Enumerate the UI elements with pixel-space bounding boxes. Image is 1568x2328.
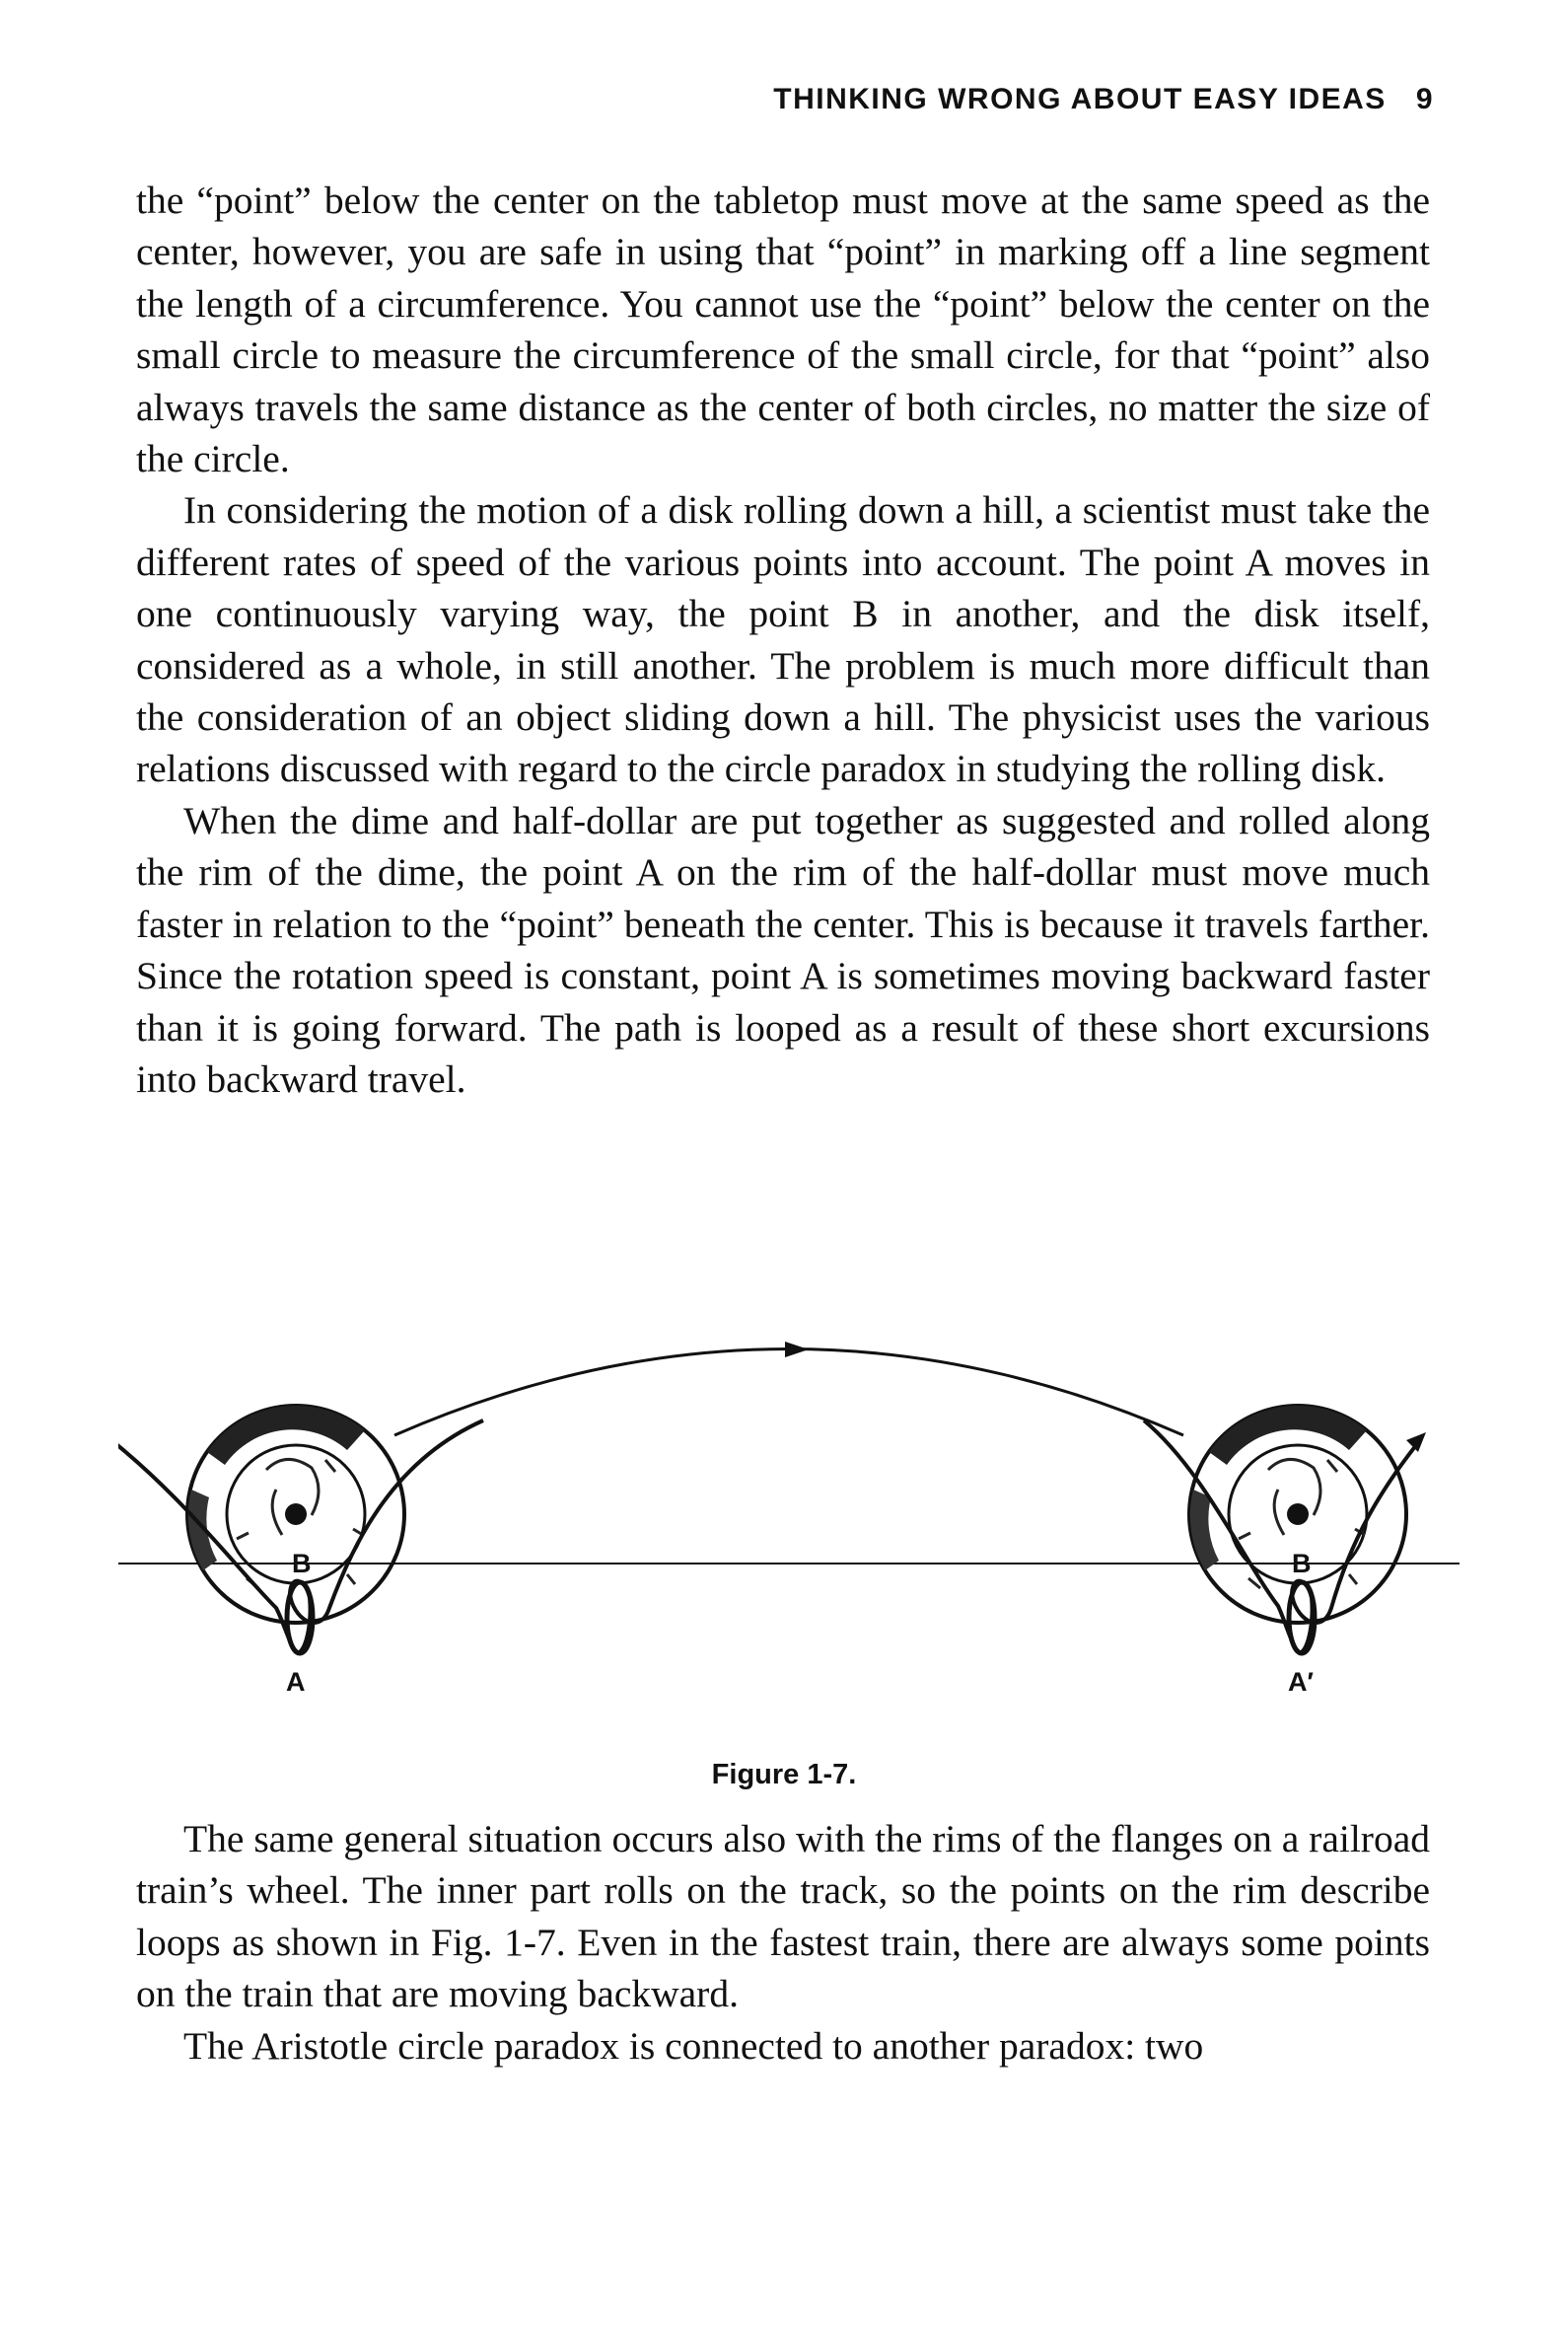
center-dot xyxy=(1287,1503,1309,1525)
figure-caption: Figure 1-7. xyxy=(711,1759,857,1790)
label-b-left: B xyxy=(292,1549,312,1578)
figure-1-7 xyxy=(118,1342,1460,1736)
paragraph: The same general situation occurs also with the rims of the flanges on a railroad train’s wheel. The inner part rolls on the track, so the points on the rim describe loops as shown in Fig. 1-7. Even in the fastest train, there are always some points on the train that are moving backward. xyxy=(136,1817,1430,2016)
arrow-head xyxy=(785,1342,809,1357)
arrow-head xyxy=(1406,1432,1426,1452)
paragraph: When the dime and half-dollar are put together as suggested and rolled along the rim of the dime, the point A on the rim of the half-dollar must move much faster in relation to the “point” beneath the center. This is because it travels farther. Since the rotation speed is constant, point A is sometimes moving backward faster than it is going forward. The path is looped as a result of these short excursions into backward travel. xyxy=(136,798,1430,1101)
paragraph: The Aristotle circle paradox is connected to another paradox: two xyxy=(183,2023,1204,2068)
paragraph: the “point” below the center on the tabletop must move at the same speed as the center, however, you are safe in using that “point” in marking off a line segment the length of a circumference. You cannot use the “point” below the center on the small circle to measure the circumference of the small circle, for that “point” also always travels the same distance as the center of both circles, no matter the size of the circle. xyxy=(136,179,1430,481)
motion-arc xyxy=(394,1349,1183,1436)
rolling-coins-diagram xyxy=(118,1342,1460,1736)
coin-rim-shading xyxy=(1190,1490,1219,1570)
body-text-top xyxy=(136,175,1430,1105)
body-text-bottom xyxy=(136,1813,1430,2072)
page-number: 9 xyxy=(1415,83,1434,115)
loop-path-right xyxy=(1144,1420,1420,1653)
coin-pair-right xyxy=(1144,1406,1426,1653)
label-a-left: A xyxy=(286,1667,306,1697)
center-dot xyxy=(285,1503,307,1525)
coin-pair-left xyxy=(118,1406,483,1653)
label-a-right: A′ xyxy=(1288,1667,1314,1697)
running-title: THINKING WRONG ABOUT EASY IDEAS xyxy=(773,83,1387,115)
running-head xyxy=(773,83,1434,116)
label-b-right: B xyxy=(1292,1549,1312,1578)
paragraph: In considering the motion of a disk rolling down a hill, a scientist must take the different rates of speed of the various points into account. The point A moves in one continuously varying way, the point B in another, and the disk itself, considered as a whole, in still another. The problem is much more difficult than the consideration of an object sliding down a hill. The physicist uses the various relations discussed with regard to the circle paradox in studying the rolling disk. xyxy=(136,488,1430,791)
loop-path-left xyxy=(118,1420,483,1653)
